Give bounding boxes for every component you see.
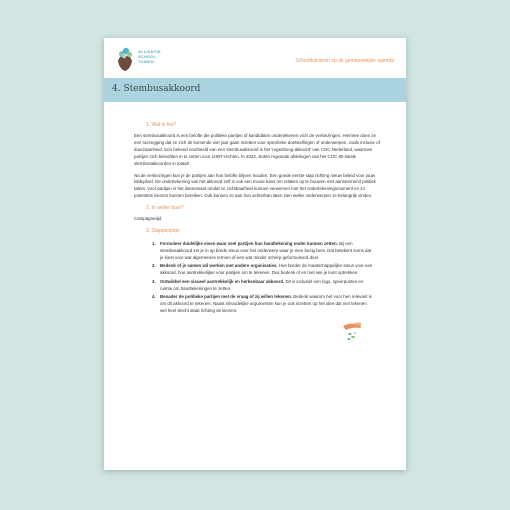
step-body: Bedenk waarom het voor hen relevant is om dit akkoord te tekenen. Naast inhoudelijke argumenten kun je ook inzetten op het idee dat niet tekenen wel heel slecht staat richting de kiezers. — [160, 293, 372, 313]
paragraph-phase: Campagnetijd. — [134, 216, 163, 222]
step-body: Bij een stembusakkoord zet je in op brede steun voor het onderwerp waar je mee bezig bent. Dat betekent soms dat je kiest voor wat algemenere termen of een wat minder scherp geformuleerd doel. — [160, 241, 372, 260]
paragraph-after-elections: Na de verkiezingen kun je de partijen aan hun belofte blijven houden. Een goede eerste stap richting nieuw beleid voor jouw lobbydoel. De ondertekening van het akkoord zelf is ook een mooie kans om relaties op te bouwen met aanstormend politiek talent. Voor partijen is het interessant omdat ze zichtbaarheid kunnen verwerven met het ondertekeningsmoment en zo potentiële kiezers kunnen bereiken. Ook kunnen ze aan hun achterban laten zien welke onderwerpen ze belangrijk vinden. — [134, 172, 376, 199]
logo-line-3: TUINEN — [138, 59, 155, 64]
document-content — [134, 122, 384, 316]
step-lead: Formuleer duidelijke eisen waar veel partijen hun handtekening onder kunnen zetten. — [160, 241, 338, 247]
steps-list — [134, 241, 384, 315]
list-item — [152, 278, 374, 293]
logo-text — [138, 49, 178, 64]
alliantie-schooltuinen-logo — [114, 45, 174, 75]
step-lead: Ontwikkel een visueel aantrekkelijk en herkenbaar akkoord. — [160, 278, 285, 284]
page-title: 4. Stembusakkoord — [112, 84, 201, 94]
step-lead: Bedenk of je samen wil werken met andere organisaties. — [160, 263, 278, 269]
logo-mark-icon — [114, 45, 136, 73]
step-body: Hoe breder de maatschappelijke steun voor een akkoord, hoe aantrekkelijker voor partijen om te tekenen. Dus bedenk of en met wie je kunt optrekken. — [160, 263, 373, 276]
list-item — [152, 263, 374, 277]
logo-line-2: SCHOOL — [138, 54, 157, 59]
logo-line-1: ALLIANTIE — [138, 49, 161, 54]
list-item — [152, 241, 374, 262]
step-number: 3. — [152, 278, 156, 284]
step-number: 2. — [152, 263, 156, 269]
section-heading-phase: 2. In welke fase? — [146, 205, 184, 212]
paragraph-intro: Een stembusakkoord is een belofte die politieke partijen of kandidaten ondertekenen vóór de verkiezingen. Hiermee doen ze een toezegging dat ze zich de komende vier jaar gaan inzetten voor specifieke doelstellingen of onderwerpen, zoals inclusie of duurzaamheid. Een bekend voorbeeld van een stembusakkoord is het 'regenboog-akkoord' van COC Nederland, waarmee partijen zich beloofden in te zetten voor LHBT-rechten. In 2022, sloten regionale afdelingen van het COC 80 lokale stembusakkoorden in totaal! — [134, 133, 380, 166]
step-number: 4. — [152, 293, 156, 299]
step-lead: Benader de politieke partijen met de vraag of zij willen tekenen. — [160, 293, 293, 299]
section-heading-what: 1. Wat is het? — [146, 122, 177, 128]
hand-sowing-seeds-icon — [340, 320, 364, 342]
section-heading-steps: 3. Stappenplan — [146, 228, 180, 235]
document-page — [104, 38, 406, 470]
section-banner — [104, 78, 406, 102]
list-item — [152, 293, 374, 315]
step-number: 1. — [152, 241, 156, 247]
header-subtitle: Schooltuinieren op de gemeentelijke agenda — [295, 58, 394, 64]
step-body: Dit is inclusief een logo, speerpunten en ruimte om handtekeningen te zetten. — [160, 278, 364, 291]
